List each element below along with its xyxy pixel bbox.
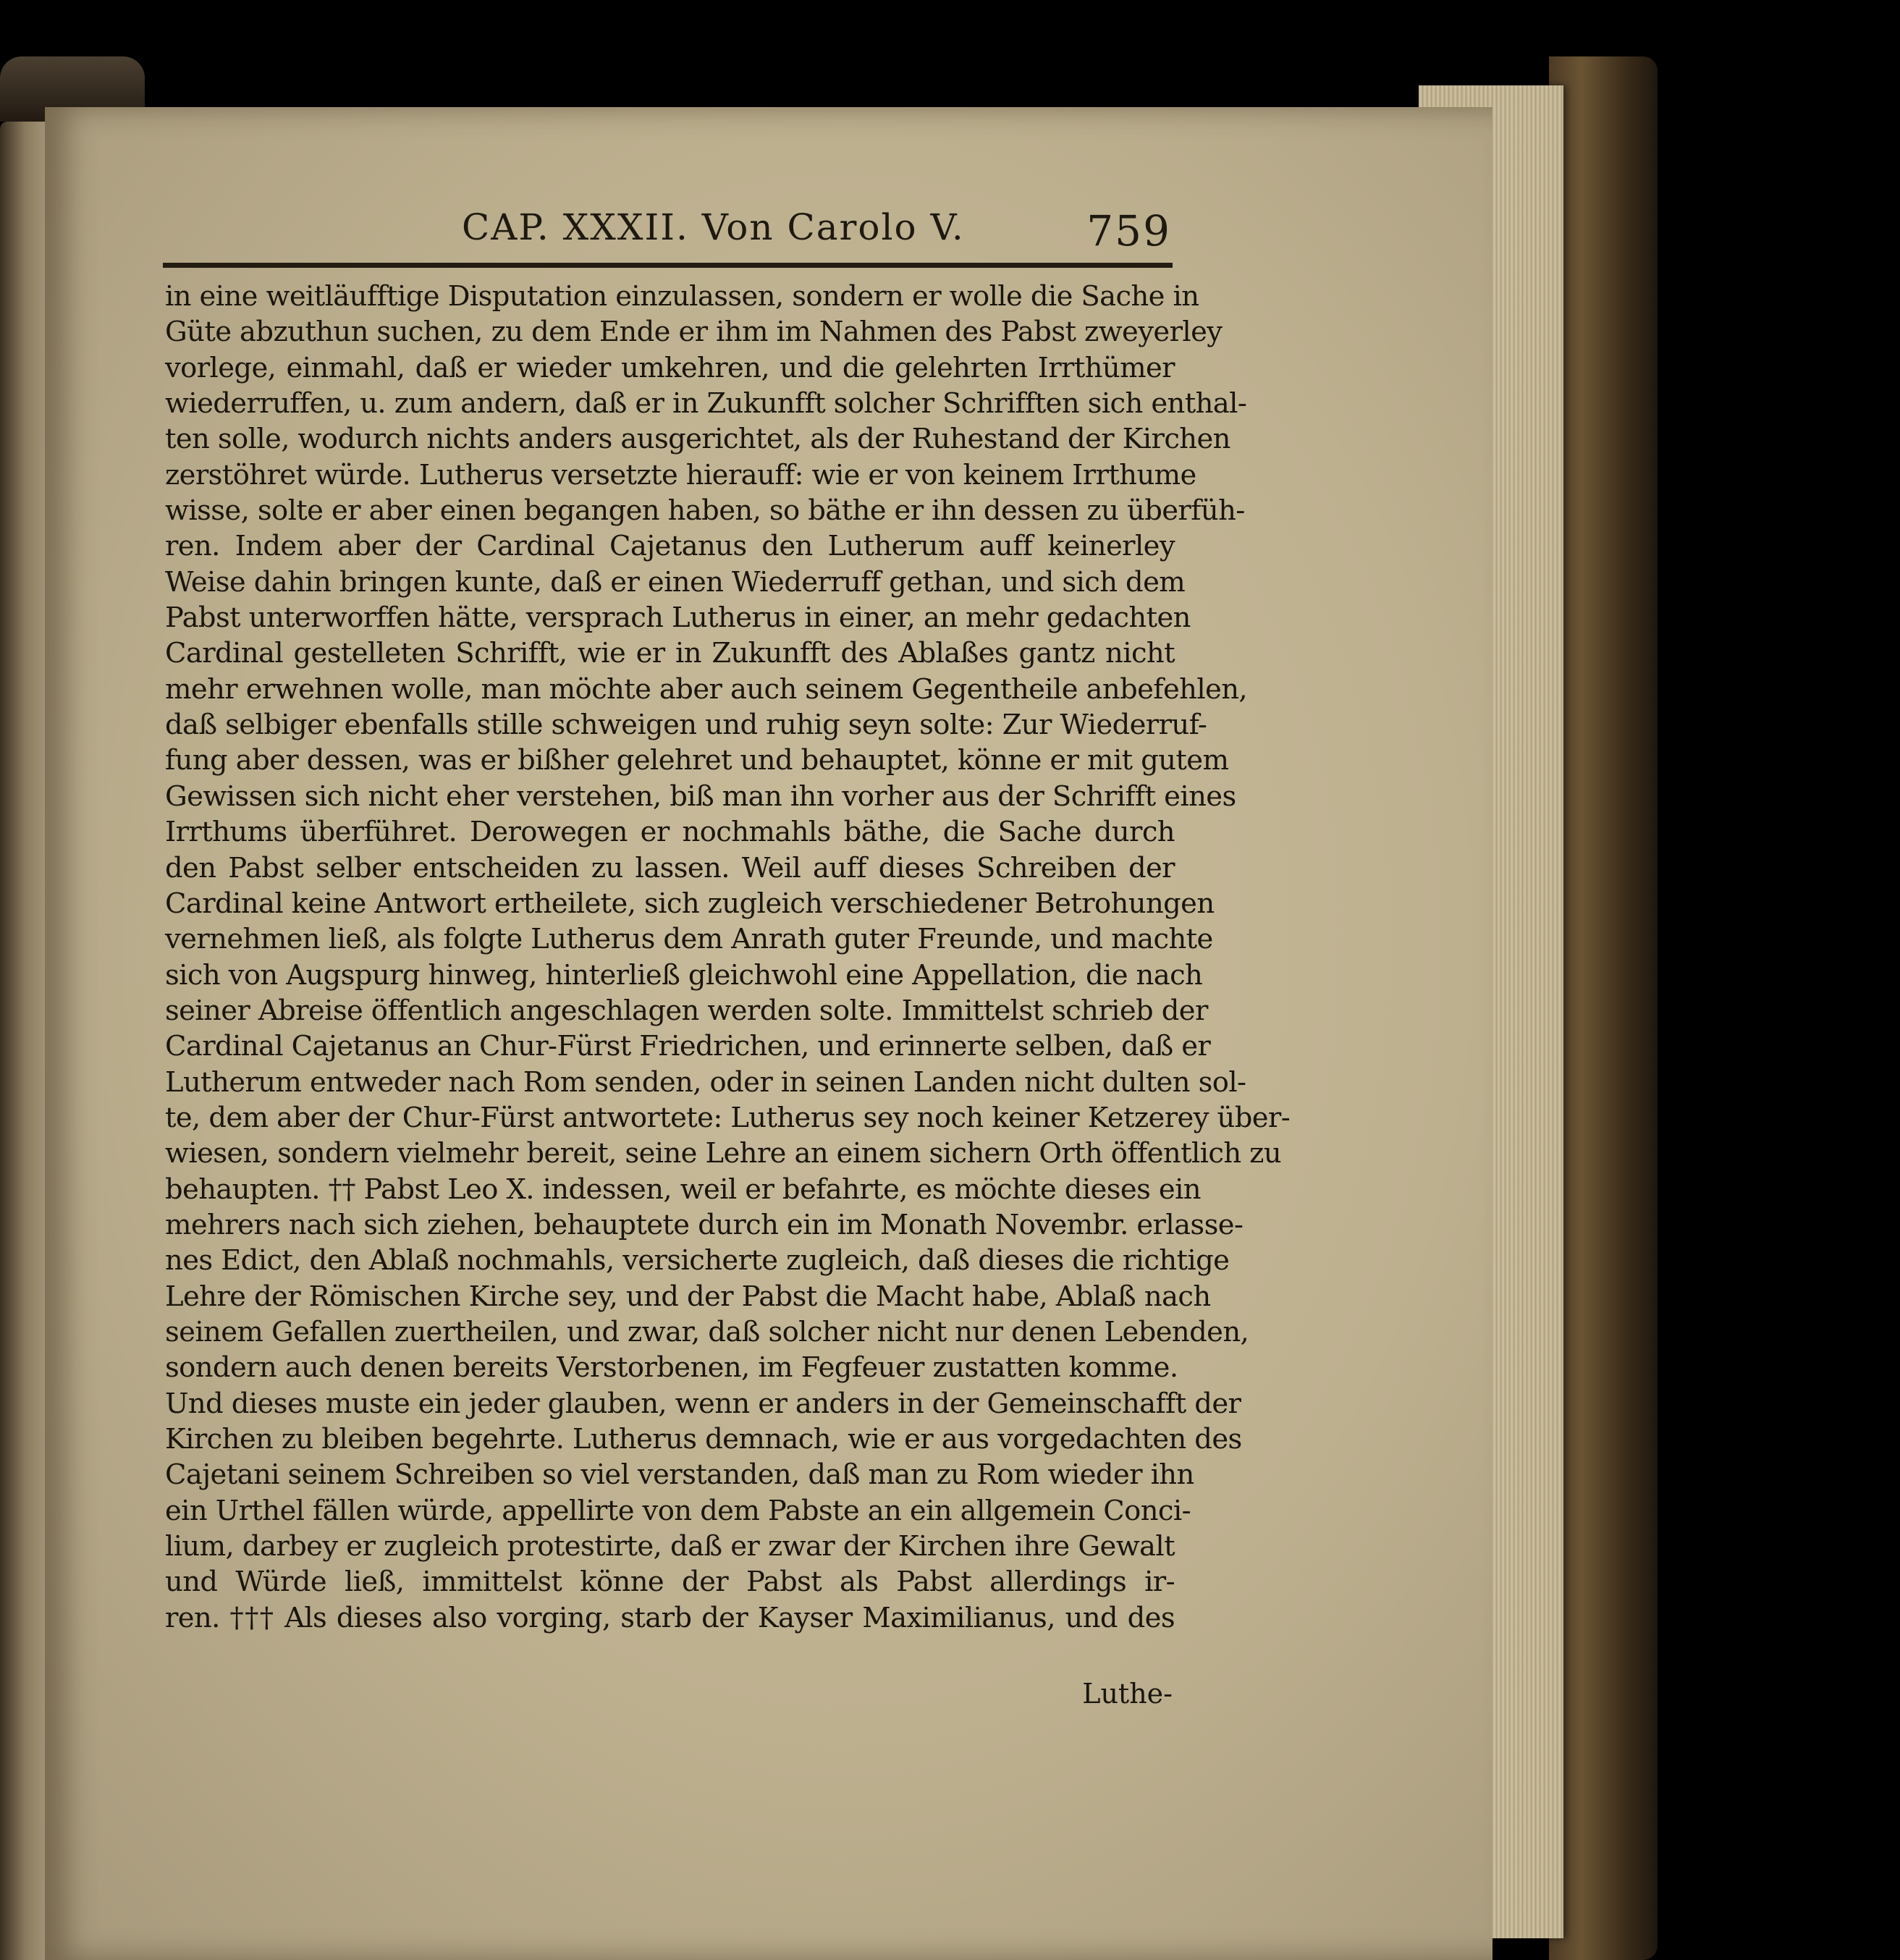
text-line: Irrthums überführet. Derowegen er nochmahls bäthe, die Sache durch — [165, 816, 1175, 849]
body-text — [165, 279, 1291, 1636]
text-line: wiederruffen, u. zum andern, daß er in Zukunfft solcher Schrifften sich enthal- — [165, 387, 1247, 421]
text-line: Güte abzuthun suchen, zu dem Ende er ihm im Nahmen des Pabst zweyerley — [165, 316, 1223, 349]
text-line: ren. Indem aber der Cardinal Cajetanus den Lutherum auff keinerley — [165, 530, 1175, 563]
text-line: ren. ††† Als dieses also vorging, starb der Kayser Maximilianus, und des — [165, 1601, 1175, 1634]
text-line: Weise dahin bringen kunte, daß er einen Wiederruff gethan, und sich dem — [165, 565, 1186, 599]
text-line: seiner Abreise öffentlich angeschlagen werden solte. Immittelst schrieb der — [165, 994, 1208, 1027]
left-page-edge — [0, 122, 51, 1960]
text-line: Und dieses muste ein jeder glauben, wenn er anders in der Gemeinschafft der — [165, 1387, 1241, 1420]
book-cover — [1549, 56, 1658, 1960]
text-line: behaupten. †† Pabst Leo X. indessen, weil er befahrte, es möchte dieses ein — [165, 1173, 1201, 1206]
text-line: Kirchen zu bleiben begehrte. Lutherus demnach, wie er aus vorgedachten des — [165, 1423, 1242, 1456]
text-line: ten solle, wodurch nichts anders ausgerichtet, als der Ruhestand der Kirchen — [165, 423, 1230, 456]
text-line: Cardinal keine Antwort ertheilete, sich zugleich verschiedener Betrohungen — [165, 887, 1215, 920]
text-line: Pabst unterworffen hätte, versprach Lutherus in einer, an mehr gedachten — [165, 601, 1191, 635]
text-line: seinem Gefallen zuertheilen, und zwar, daß solcher nicht nur denen Lebenden, — [165, 1315, 1249, 1348]
header-rule — [163, 263, 1173, 268]
text-line: vorlege, einmahl, daß er wieder umkehren, und die gelehrten Irrthümer — [165, 351, 1175, 384]
text-line: sondern auch denen bereits Verstorbenen, im Fegfeuer zustatten komme. — [165, 1351, 1178, 1385]
text-line: fung aber dessen, was er bißher gelehret und behauptet, könne er mit gutem — [165, 744, 1229, 777]
text-line: vernehmen ließ, als folgte Lutherus dem Anrath guter Freunde, und machte — [165, 923, 1213, 956]
running-header — [165, 206, 1171, 264]
text-line: ein Urthel fällen würde, appellirte von dem Pabste an ein allgemein Conci- — [165, 1494, 1191, 1527]
text-line: mehr erwehnen wolle, man möchte aber auch seinem Gegentheile anbefehlen, — [165, 672, 1248, 706]
text-line: wiesen, sondern vielmehr bereit, seine Lehre an einem sichern Orth öffentlich zu — [165, 1137, 1282, 1170]
text-line: Lutherum entweder nach Rom senden, oder in seinen Landen nicht dulten sol- — [165, 1065, 1246, 1099]
text-line: Cardinal Cajetanus an Chur-Fürst Friedrichen, und erinnerte selben, daß er — [165, 1030, 1211, 1063]
text-line: und Würde ließ, immittelst könne der Pabst als Pabst allerdings ir- — [165, 1566, 1175, 1599]
text-line: Lehre der Römischen Kirche sey, und der Pabst die Macht habe, Ablaß nach — [165, 1280, 1211, 1313]
page-number: 759 — [1086, 206, 1171, 255]
text-line: nes Edict, den Ablaß nochmahls, versicherte zugleich, daß dieses die richtige — [165, 1244, 1230, 1277]
text-line: lium, darbey er zugleich protestirte, daß er zwar der Kirchen ihre Gewalt — [165, 1530, 1175, 1563]
running-title: CAP. XXXII. Von Carolo V. — [462, 206, 965, 248]
text-line: daß selbiger ebenfalls stille schweigen und ruhig seyn solte: Zur Wiederruf- — [165, 709, 1207, 742]
text-line: in eine weitläufftige Disputation einzulassen, sondern er wolle die Sache in — [165, 280, 1199, 313]
text-line: mehrers nach sich ziehen, behauptete durch ein im Monath Novembr. erlasse- — [165, 1208, 1244, 1241]
text-line: wisse, solte er aber einen begangen haben, so bäthe er ihn dessen zu überfüh- — [165, 494, 1245, 528]
text-line: zerstöhret würde. Lutherus versetzte hierauff: wie er von keinem Irrthume — [165, 458, 1196, 491]
text-line: den Pabst selber entscheiden zu lassen. Weil auff dieses Schreiben der — [165, 851, 1175, 884]
catchword: Luthe- — [1082, 1678, 1173, 1710]
text-line: Cajetani seinem Schreiben so viel verstanden, daß man zu Rom wieder ihn — [165, 1458, 1194, 1492]
text-line: sich von Augspurg hinweg, hinterließ gleichwohl eine Appellation, die nach — [165, 958, 1203, 992]
text-line: Cardinal gestelleten Schrifft, wie er in Zukunfft des Ablaßes gantz nicht — [165, 637, 1175, 670]
text-line: Gewissen sich nicht eher verstehen, biß man ihn vorher aus der Schrifft eines — [165, 780, 1236, 813]
text-line: te, dem aber der Chur-Fürst antwortete: Lutherus sey noch keiner Ketzerey über- — [165, 1101, 1291, 1134]
